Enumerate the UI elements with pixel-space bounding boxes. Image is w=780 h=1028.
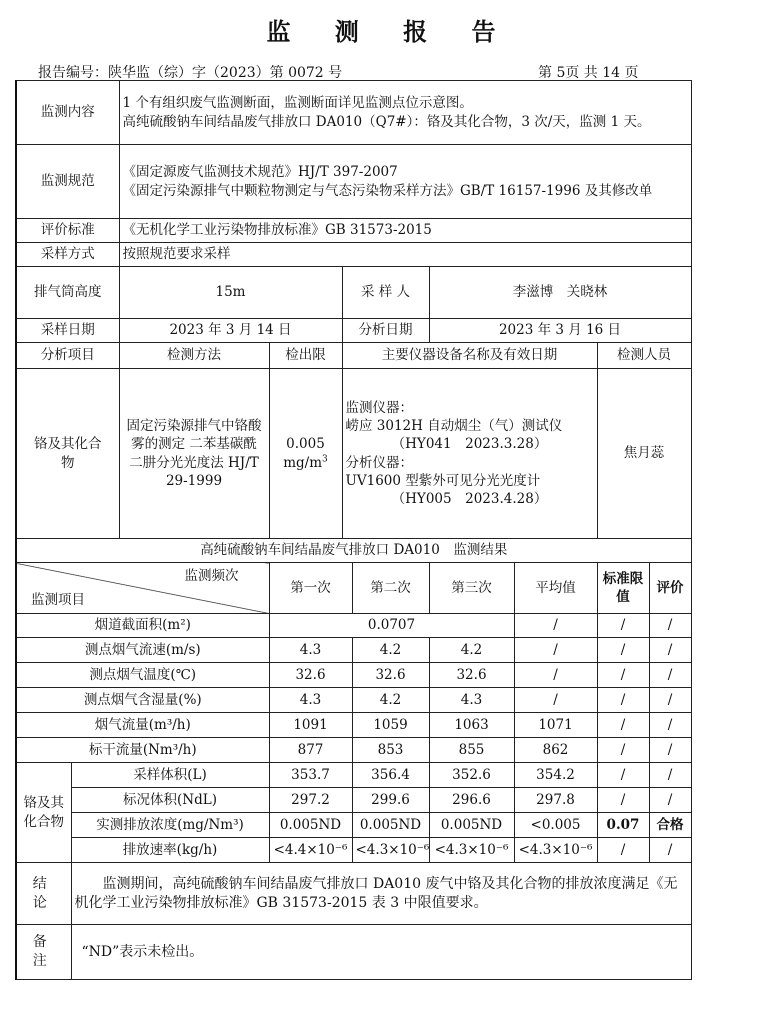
standard-value: 《无机化学工业污染物排放标准》GB 31573-2015 [119,219,691,243]
analysis-date-label: 分析日期 [342,319,429,343]
row-eval: / [649,614,691,638]
row-v3: 352.6 [429,763,514,788]
standard-label: 评价标准 [16,219,119,243]
sampling-method-row [16,243,691,267]
analysis-col-instrument: 主要仪器设备名称及有效日期 [342,343,597,369]
row-v1: 1091 [269,713,352,738]
row-name: 采样体积(L) [71,763,269,788]
row-v3: <4.3×10⁻⁶ [429,838,514,863]
conclusion-label: 结 论 [16,863,71,925]
analysis-col-item: 分析项目 [16,343,119,369]
row-v1: 0.005ND [269,813,352,838]
col-third: 第三次 [429,563,514,614]
row-name: 烟道截面积(m²) [16,614,269,638]
limit-value: 0.005 [286,436,325,453]
table-row [16,838,691,863]
row-std: / [597,688,649,713]
stack-height-value: 15m [119,267,342,319]
sampler-label: 采 样 人 [342,267,429,319]
row-eval: 合格 [649,813,691,838]
limit-unit: $mg/m^3$ [283,454,328,471]
content-row [16,81,691,145]
row-v2: 4.2 [352,688,429,713]
content-line-1: 1 个有组织废气监测断面，监测断面详见监测点位示意图。 [122,95,473,112]
row-v2: 0.005ND [352,813,429,838]
analysis-method: 固定污染源排气中铬酸雾的测定 二苯基碳酰二肼分光光度法 HJ/T 29-1999 [119,369,269,539]
dates-row [16,319,691,343]
analysis-header-row [16,343,691,369]
row-name: 标况体积(NdL) [71,788,269,813]
page-title: 监 测 报 告 [266,17,514,46]
row-v3: 1063 [429,713,514,738]
row-std: / [597,638,649,663]
sampler-value: 李滋博 关晓林 [429,267,691,319]
instrument-code-1: （HY041 2023.3.28） [391,436,548,453]
row-name: 测点烟气温度(℃) [16,663,269,688]
remark-text: “ND”表示未检出。 [71,925,691,980]
analysis-detail-row [16,369,691,539]
instrument-label-1: 监测仪器： [345,399,413,416]
row-v2: 299.6 [352,788,429,813]
row-v2: 853 [352,738,429,763]
table-row [16,663,691,688]
analysis-col-method: 检测方法 [119,343,269,369]
row-std: / [597,663,649,688]
row-v3: 0.005ND [429,813,514,838]
analysis-col-limit: 检出限 [269,343,342,369]
row-name: 烟气流量(m³/h) [16,713,269,738]
row-eval: / [649,663,691,688]
stack-height-row [16,267,691,319]
table-row [16,713,691,738]
row-avg: / [514,638,597,663]
row-v1: 877 [269,738,352,763]
table-row [16,614,691,638]
content-value [119,81,691,145]
sampling-date-label: 采样日期 [16,319,119,343]
row-std: 0.07 [597,813,649,838]
row-avg: / [514,663,597,688]
results-diagonal-header [16,563,269,614]
table-row [16,638,691,663]
report-number: 报告编号：陕华监（综）字（2023）第 0072 号 [38,65,343,81]
row-eval: / [649,688,691,713]
row-v2: 4.2 [352,638,429,663]
row-avg: 354.2 [514,763,597,788]
content-label: 监测内容 [16,81,119,145]
group-label: 铬及其化合物 [16,763,71,863]
row-avg: <0.005 [514,813,597,838]
spec-label: 监测规范 [16,145,119,219]
row-std: / [597,838,649,863]
table-row [16,763,691,788]
instrument-name-1: 崂应 3012H 自动烟尘（气）测试仪 [345,418,563,435]
row-v2: <4.3×10⁻⁶ [352,838,429,863]
row-std: / [597,763,649,788]
analysis-person: 焦月蕊 [597,369,691,539]
analysis-date-value: 2023 年 3 月 16 日 [429,319,691,343]
row-avg: / [514,614,597,638]
row-v1: 32.6 [269,663,352,688]
row-name: 标干流量(Nm³/h) [16,738,269,763]
analysis-instruments [342,369,597,539]
sampling-method-value: 按照规范要求采样 [119,243,691,267]
instrument-code-2: （HY005 2023.4.28） [391,490,548,507]
col-standard-limit: 标准限值 [597,563,649,614]
row-eval: / [649,638,691,663]
table-row [16,688,691,713]
row-v1: 297.2 [269,788,352,813]
row-eval: / [649,763,691,788]
results-header-row [16,563,691,614]
page-indicator: 第 5页 共 14 页 [538,65,639,81]
row-v3: 296.6 [429,788,514,813]
remark-label: 备 注 [16,925,71,980]
sampling-date-value: 2023 年 3 月 14 日 [119,319,342,343]
row-avg: <4.3×10⁻⁶ [514,838,597,863]
spec-row [16,145,691,219]
row-std: / [597,788,649,813]
row-v1: 353.7 [269,763,352,788]
spec-line-1: 《固定源废气监测技术规范》HJ/T 397-2007 [122,164,398,181]
row-v1: 4.3 [269,638,352,663]
row-eval: / [649,738,691,763]
remark-row [16,925,691,980]
results-title: 高纯硫酸钠车间结晶废气排放口 DA010 监测结果 [16,539,691,563]
row-v3: 855 [429,738,514,763]
col-average: 平均值 [514,563,597,614]
row-name: 测点烟气流速(m/s) [16,638,269,663]
analysis-limit [269,369,342,539]
row-std: / [597,713,649,738]
results-title-row [16,539,691,563]
col-second: 第二次 [352,563,429,614]
row-v3: 4.3 [429,688,514,713]
row-avg: 1071 [514,713,597,738]
table-row [16,738,691,763]
row-v1: 4.3 [269,688,352,713]
col-first: 第一次 [269,563,352,614]
row-avg: 297.8 [514,788,597,813]
row-name: 排放速率(kg/h) [71,838,269,863]
row-v3: 32.6 [429,663,514,688]
table-row [16,813,691,838]
row-v2: 32.6 [352,663,429,688]
row-v2: 356.4 [352,763,429,788]
conclusion-text: 监测期间，高纯硫酸钠车间结晶废气排放口 DA010 废气中铬及其化合物的排放浓度满足《无机化学工业污染物排放标准》GB 31573-2015 表 3 中限值要求。 [71,863,691,925]
report-table-frame [15,80,690,980]
row-avg: 862 [514,738,597,763]
row-avg: / [514,688,597,713]
spec-line-2: 《固定污染源排气中颗粒物测定与气态污染物采样方法》GB/T 16157-1996 及其修改单 [122,182,653,199]
conclusion-row [16,863,691,925]
row-v1: <4.4×10⁻⁶ [269,838,352,863]
row-eval: / [649,788,691,813]
table-row [16,788,691,813]
row-v3: 4.2 [429,638,514,663]
analysis-item: 铬及其化合物 [16,369,119,539]
sampling-method-label: 采样方式 [16,243,119,267]
header-item: 监测项目 [31,591,85,608]
stack-height-label: 排气筒高度 [16,267,119,319]
row-name: 实测排放浓度(mg/Nm³) [71,813,269,838]
row-eval: / [649,838,691,863]
row-std: / [597,738,649,763]
report-table [15,80,692,980]
instrument-name-2: UV1600 型紫外可见分光光度计 [345,472,541,489]
row-name: 测点烟气含湿量(%) [16,688,269,713]
analysis-col-person: 检测人员 [597,343,691,369]
row-v2: 1059 [352,713,429,738]
row-eval: / [649,713,691,738]
row-merged-value: 0.0707 [269,614,514,638]
spec-value [119,145,691,219]
header-frequency: 监测频次 [184,568,239,584]
col-evaluation: 评价 [649,563,691,614]
instrument-label-2: 分析仪器： [345,454,413,471]
row-std: / [597,614,649,638]
standard-row [16,219,691,243]
content-line-2: 高纯硫酸钠车间结晶废气排放口 DA010（Q7#）：铬及其化合物，3 次/天，监测 1 天。 [122,113,651,130]
